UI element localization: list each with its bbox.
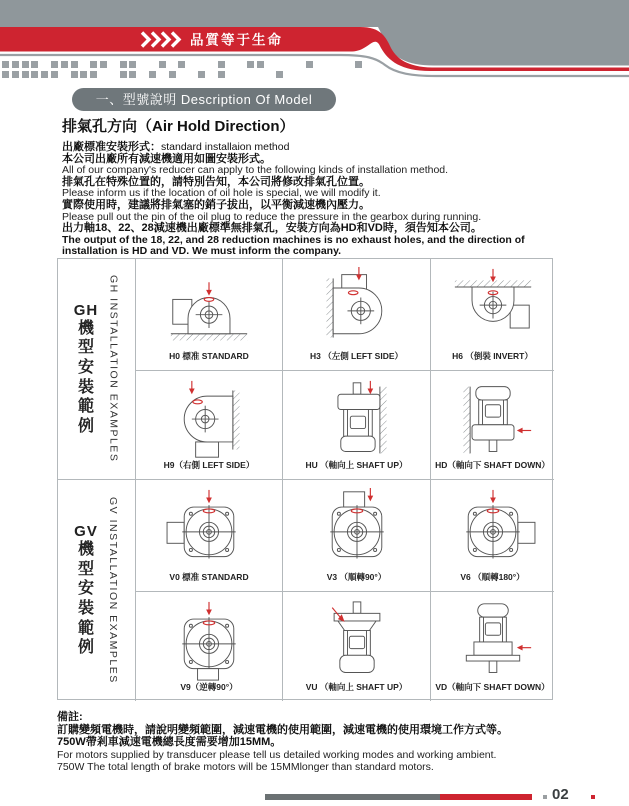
footer-bar-red (440, 794, 532, 800)
diagram-label: V6 （順轉180°） (460, 572, 525, 582)
diagram-label: V3 （順轉90°） (326, 572, 387, 582)
diagram-label: V9（逆轉90°） (180, 682, 238, 692)
gv-title-zh: GV 機型安裝範例 (74, 523, 98, 657)
motor-diagram-v9-icon (149, 600, 269, 682)
intro-line: Please pull out the pin of the oil plug to reduce the pressure in the gearbox during running. (62, 210, 482, 223)
footer-bar-gray (265, 794, 440, 800)
decorative-pixel-mosaic (2, 61, 402, 83)
diagram-label: H6 （倒裝 INVERT） (452, 351, 533, 361)
diagram-cell-h0 (136, 259, 283, 371)
intro-line: installation is HD and VD. We must inform the company. (62, 245, 342, 258)
motor-diagram-vu-icon (297, 600, 417, 682)
motor-diagram-hu-icon (297, 379, 417, 461)
notes-block (57, 711, 577, 774)
motor-diagram-v3-icon (297, 488, 417, 570)
notes-line: 750W帶剎車減速電機總長度需要增加15MM。 (57, 736, 282, 749)
intro-line: 排氣孔在特殊位置的，請特別告知，本公司將修改排氣孔位置。 (62, 175, 370, 188)
diagram-label: VU （軸向上 SHAFT UP） (305, 682, 408, 692)
intro-line-zh: 出廠標准安裝形式： (62, 141, 161, 153)
intro-line-en: standard installaion method (161, 141, 290, 153)
page-title: 排氣孔方向（Air Hold Direction） (62, 118, 295, 135)
diagram-cell-v6 (431, 480, 554, 592)
diagram-cell-vu (283, 592, 431, 701)
intro-line: All of our company's reducer can apply to the following kinds of installation method. (62, 164, 449, 177)
motor-diagram-h6-icon (433, 267, 553, 349)
banner-gray-right (370, 0, 629, 66)
diagram-label: H9（右側 LEFT SIDE） (163, 460, 255, 470)
footer-dot-red (591, 795, 595, 799)
motor-diagram-v0-icon (149, 488, 269, 570)
intro-line: 本公司出廠所有減速機適用如圖安裝形式。 (62, 152, 271, 165)
motor-diagram-h3-icon (297, 267, 417, 349)
diagram-cell-hd (431, 371, 554, 480)
diagram-cell-v0 (136, 480, 283, 592)
diagram-cell-h9 (136, 371, 283, 480)
intro-line: 出力軸18、22、28減速機出廠標準無排氣孔，安裝方向為HD和VD時，須告知本公司。 (62, 222, 482, 235)
section-title-pill: 一、型號說明 Description Of Model (72, 88, 336, 111)
diagram-cell-v9 (136, 592, 283, 701)
diagram-cell-hu (283, 371, 431, 480)
motor-diagram-v6-icon (433, 488, 553, 570)
diagram-label: V0 標准 STANDARD (169, 572, 249, 582)
diagram-label: HU （軸向上 SHAFT UP） (305, 460, 408, 470)
diagram-label: H0 標准 STANDARD (169, 351, 249, 361)
diagram-cell-h3 (283, 259, 431, 371)
intro-line-mixed (62, 142, 572, 154)
intro-block (62, 115, 572, 258)
diagram-label: VD（軸向下 SHAFT DOWN） (435, 682, 550, 692)
motor-diagram-h9-icon (149, 379, 269, 461)
diagram-cell-v3 (283, 480, 431, 592)
diagram-cell-vd (431, 592, 554, 701)
installation-examples-table (57, 258, 553, 700)
notes-line: For motors supplied by transducer please tell us detailed working modes and working ambient. (57, 748, 497, 761)
notes-line: 750W The total length of brake motors will be 15MMlonger than standard motors. (57, 761, 434, 774)
gh-title-zh: GH 機型安裝範例 (73, 301, 99, 435)
motor-diagram-h0-icon (149, 267, 269, 349)
gv-section-header (58, 480, 136, 701)
intro-line: 實際使用時，建議將排氣塞的銷子拔出，以平衡減速機內壓力。 (62, 198, 370, 211)
notes-heading: 備註: (57, 711, 83, 723)
intro-line: The output of the 18, 22, and 28 reduction machines is no exhaust holes, and the direction of (62, 233, 525, 246)
diagram-label: HD（軸向下 SHAFT DOWN） (435, 460, 550, 470)
notes-line: 訂購變頻電機時，請說明變頻範圍，減速電機的使用範圍，減速電機的使用環境工作方式等。 (57, 724, 508, 736)
motor-diagram-hd-icon (433, 379, 553, 461)
footer-dot-gray (543, 795, 547, 799)
motor-diagram-vd-icon (433, 600, 553, 682)
intro-line: Please inform us if the location of oil hole is special, we will modify it. (62, 187, 381, 200)
page-number: 02 (552, 786, 569, 803)
banner-slogan: 品質等于生命 (190, 32, 283, 48)
gh-section-header (58, 259, 136, 480)
diagram-cell-h6 (431, 259, 554, 371)
diagram-label: H3 （左側 LEFT SIDE） (309, 351, 404, 361)
gv-title-en: GV INSTALLATION EXAMPLES (106, 497, 119, 684)
gh-title-en: GH INSTALLATION EXAMPLES (107, 275, 120, 463)
